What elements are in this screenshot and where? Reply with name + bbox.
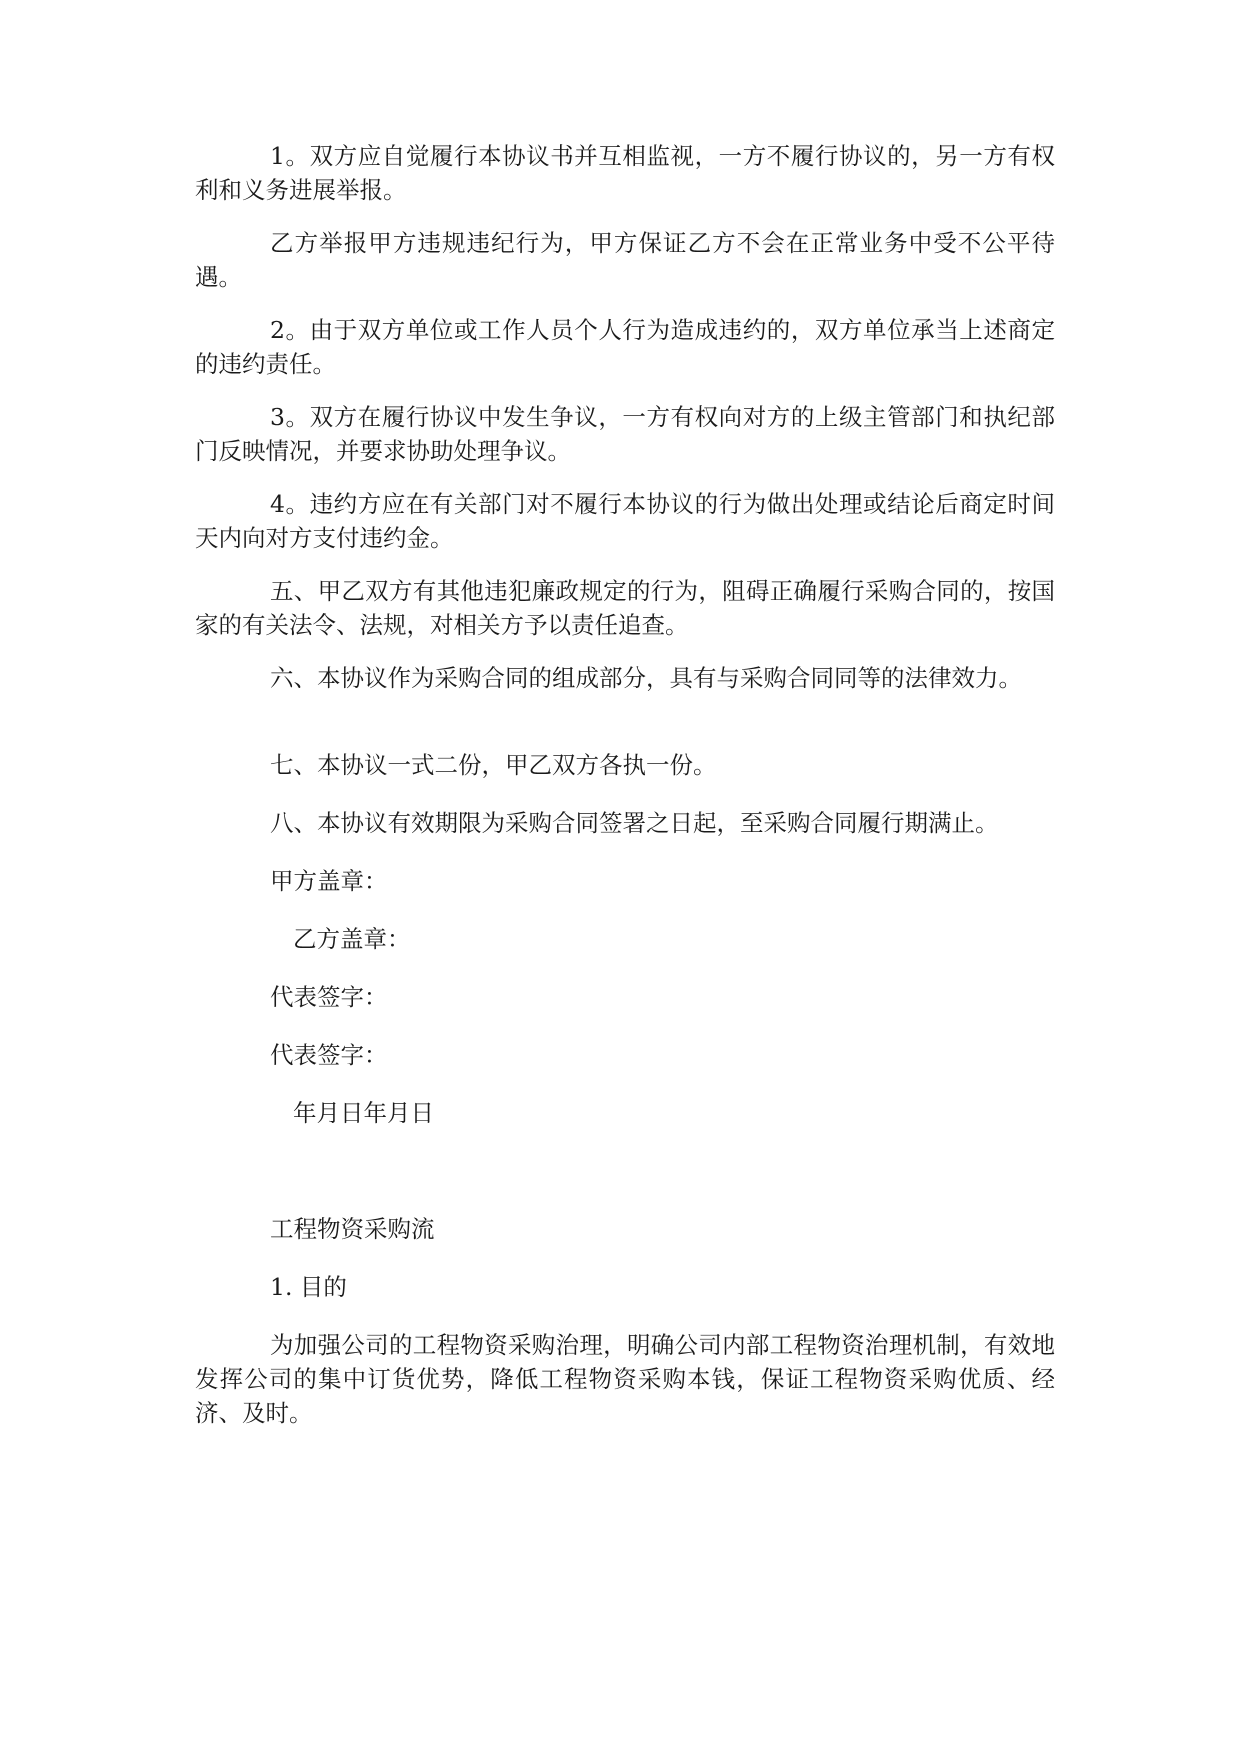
clause-six: 六、本协议作为采购合同的组成部分，具有与采购合同同等的法律效力。 xyxy=(270,664,1022,692)
party-a-seal-label: 甲方盖章： xyxy=(270,867,388,895)
signature-dates: 年月日年月日 xyxy=(293,1099,434,1127)
section-title: 工程物资采购流 xyxy=(270,1215,435,1243)
representative-signature-label-a: 代表签字： xyxy=(270,983,388,1011)
clause-seven: 七、本协议一式二份，甲乙双方各执一份。 xyxy=(270,751,717,779)
clause-eight: 八、本协议有效期限为采购合同签署之日起，至采购合同履行期满止。 xyxy=(270,809,999,837)
clause-2: 2。由于双方单位或工作人员个人行为造成违约的，双方单位承当上述商定的违约责任。 xyxy=(195,316,1055,378)
clause-five: 五、甲乙双方有其他违犯廉政规定的行为，阻碍正确履行采购合同的，按国家的有关法令、法规，对相关方予以责任追查。 xyxy=(195,577,1055,639)
purpose-paragraph: 为加强公司的工程物资采购治理，明确公司内部工程物资治理机制，有效地发挥公司的集中订货优势，降低工程物资采购本钱，保证工程物资采购优质、经济、及时。 xyxy=(195,1331,1055,1427)
party-b-seal-label: 乙方盖章： xyxy=(293,925,411,953)
clause-4: 4。违约方应在有关部门对不履行本协议的行为做出处理或结论后商定时间天内向对方支付违约金。 xyxy=(195,490,1055,552)
clause-1-report: 乙方举报甲方违规违纪行为，甲方保证乙方不会在正常业务中受不公平待遇。 xyxy=(195,229,1055,291)
section-heading-purpose: 1. 目的 xyxy=(270,1273,347,1301)
clause-1: 1。双方应自觉履行本协议书并互相监视，一方不履行协议的，另一方有权利和义务进展举报。 xyxy=(195,142,1055,204)
clause-3: 3。双方在履行协议中发生争议，一方有权向对方的上级主管部门和执纪部门反映情况，并要求协助处理争议。 xyxy=(195,403,1055,465)
representative-signature-label-b: 代表签字： xyxy=(270,1041,388,1069)
